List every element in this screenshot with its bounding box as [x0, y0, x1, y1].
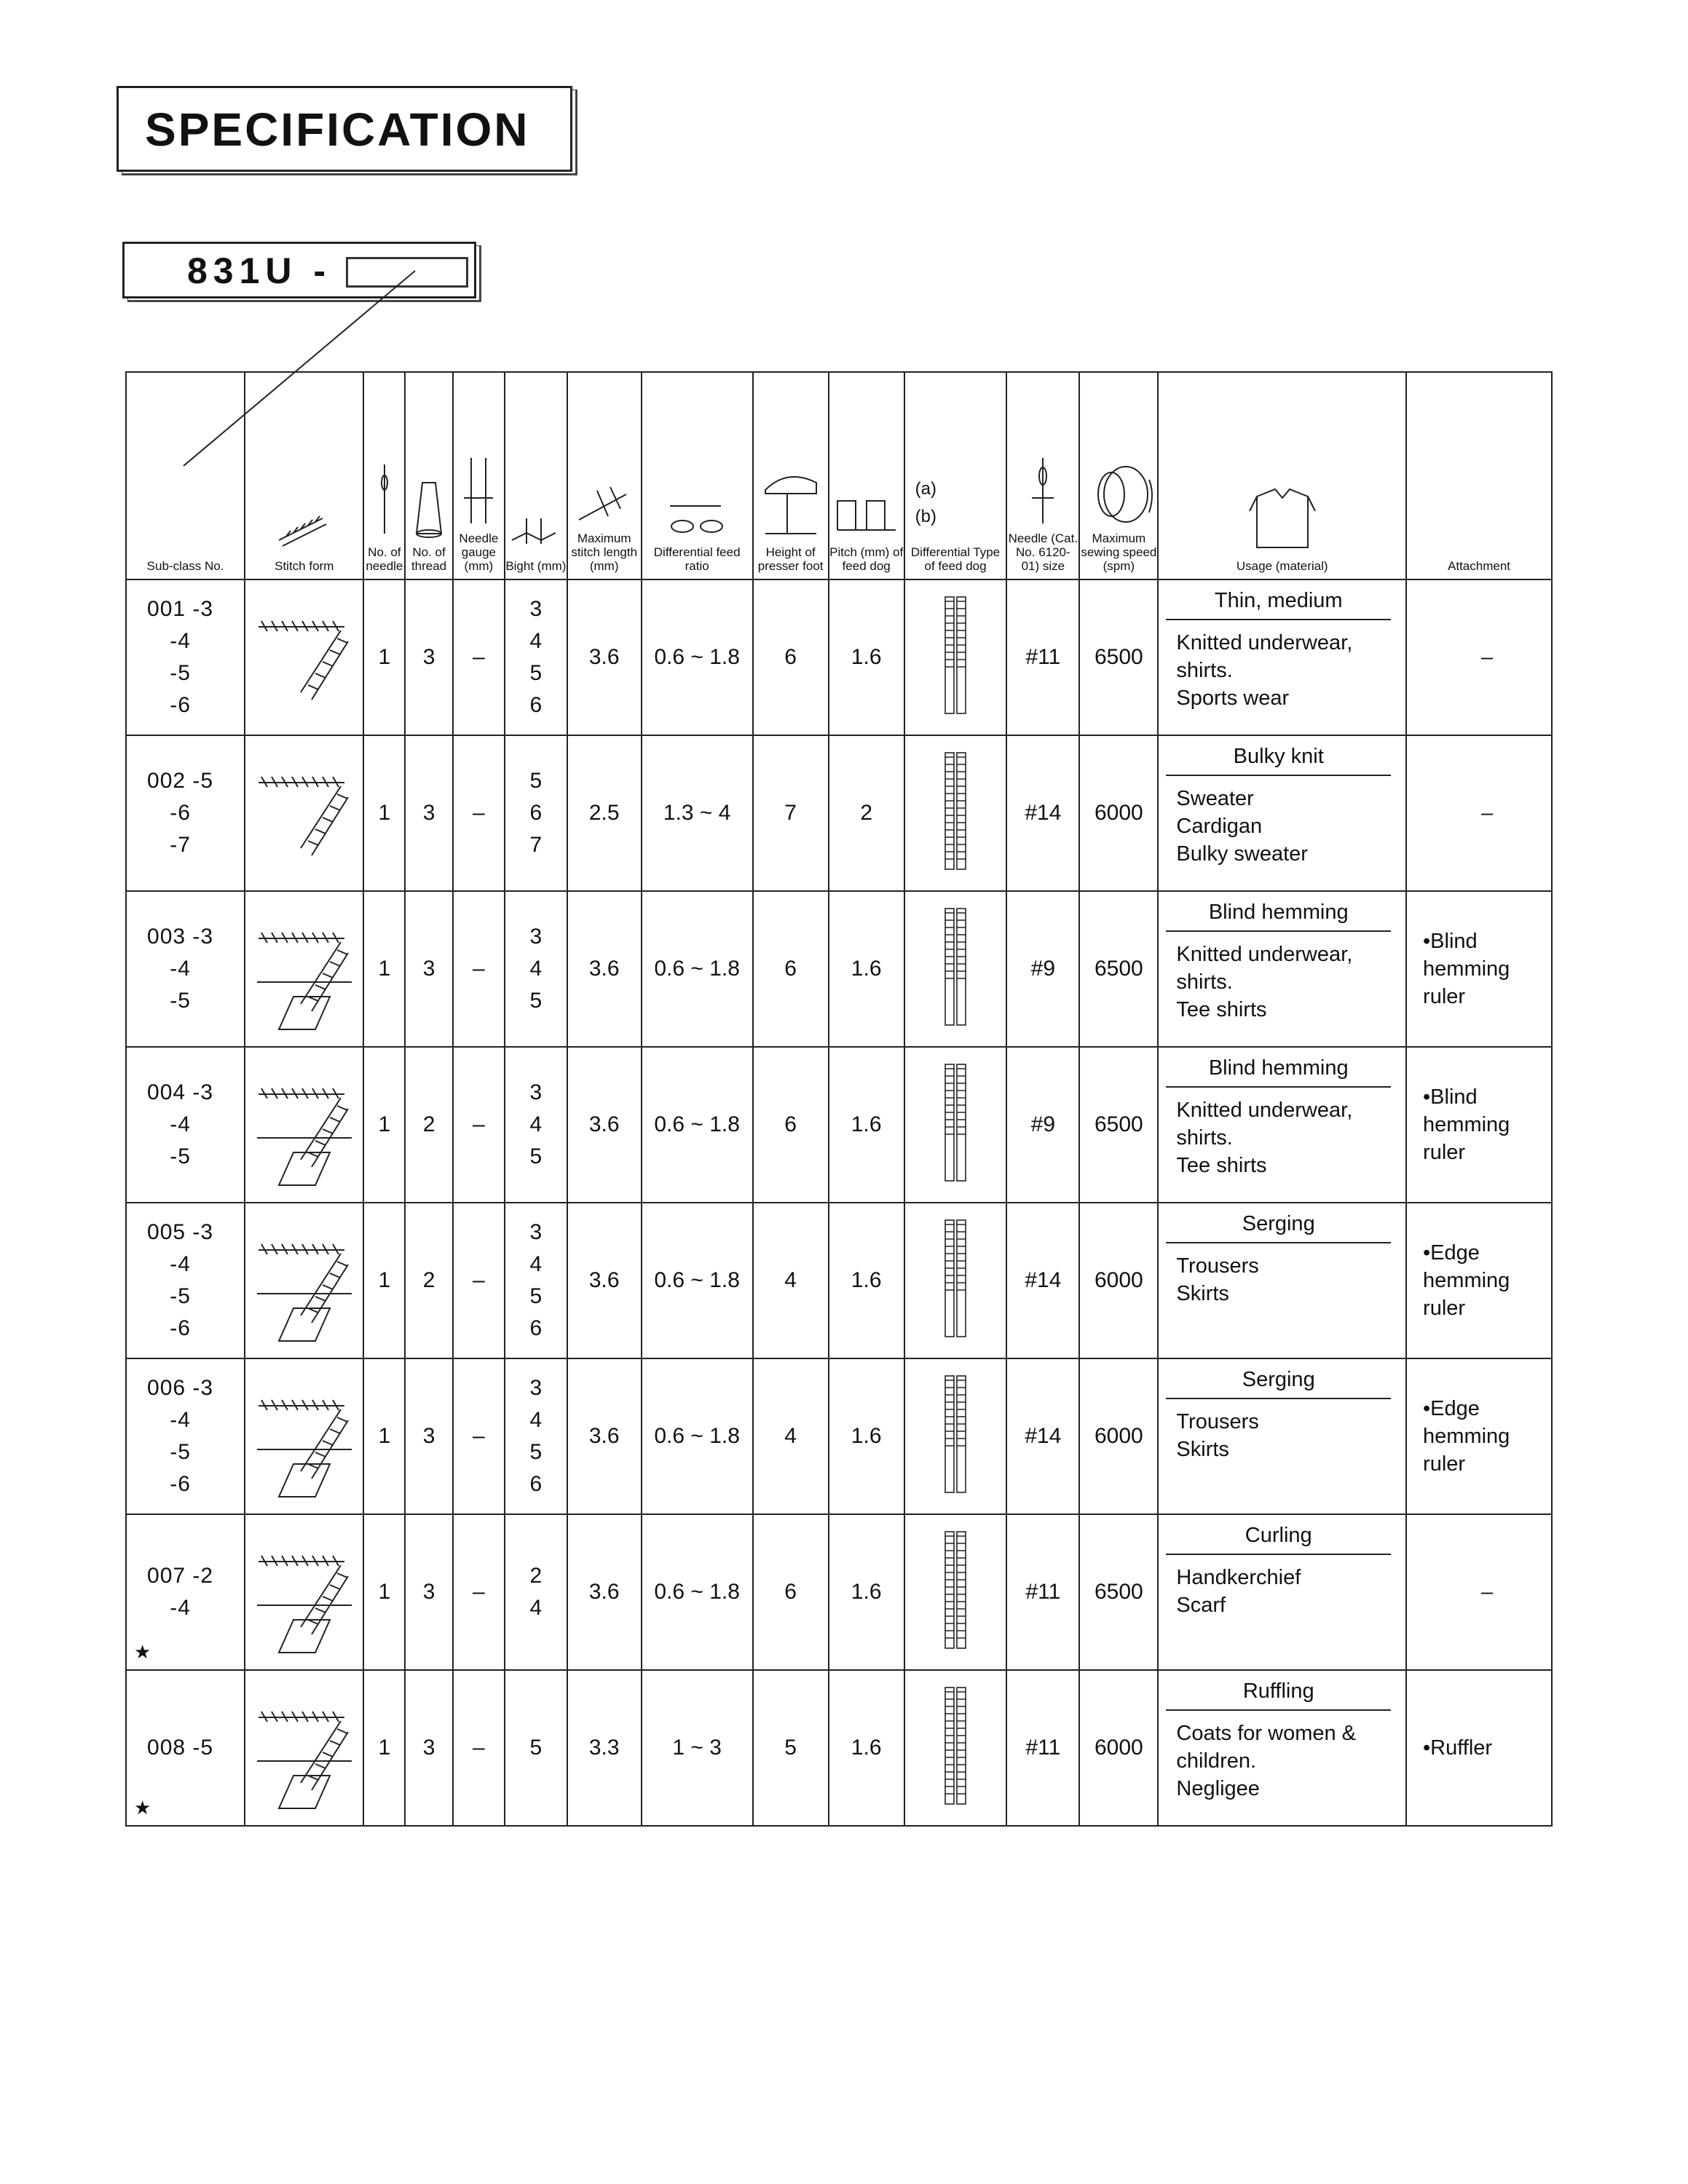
- table-row: [126, 1514, 1552, 1670]
- attachment-cell: [1406, 1358, 1552, 1514]
- bight-value: 4: [529, 957, 543, 981]
- bight-cell: [505, 1047, 567, 1203]
- needle-size-cell: #11: [1006, 579, 1079, 735]
- attachment-cell: [1406, 735, 1552, 891]
- thread-cone-icon: [412, 475, 446, 541]
- attachment-item: ruler: [1423, 985, 1466, 1008]
- attachment-cell: [1406, 1670, 1552, 1826]
- needle-size-cell: #14: [1006, 1203, 1079, 1358]
- feed-dog-diagram-icon: [934, 750, 977, 874]
- table-row: [126, 891, 1552, 1047]
- threads-cell: 3: [405, 1670, 452, 1826]
- feed-dog-diagram-icon: [934, 594, 977, 718]
- stitch-diagram-icon: [250, 1369, 359, 1500]
- subclass-number: -4: [170, 1252, 191, 1276]
- usage-materials: [1159, 620, 1405, 712]
- bight-value: 5: [529, 989, 543, 1013]
- subclass-number: -5: [170, 1144, 191, 1168]
- usage-materials: [1159, 932, 1405, 1024]
- pitch-cell: 1.6: [829, 1047, 904, 1203]
- subclass-number: -5: [170, 989, 191, 1013]
- subclass-number: 006 -3: [147, 1376, 214, 1400]
- usage-material: Skirts: [1176, 1282, 1229, 1305]
- feed-dog-cell: [904, 1203, 1007, 1358]
- col-bight: Bight (mm): [505, 372, 567, 579]
- stitch-diagram-icon: [250, 590, 359, 721]
- threads-cell: 3: [405, 1514, 452, 1670]
- subclass-cell: [126, 1047, 245, 1203]
- bight-cell: [505, 1358, 567, 1514]
- pitch-cell: 1.6: [829, 1203, 904, 1358]
- attachment-item: •Edge: [1423, 1241, 1480, 1265]
- table-row: [126, 1203, 1552, 1358]
- stitch-diagram-icon: [250, 1525, 359, 1656]
- feed-dog-diagram-icon: [934, 1061, 977, 1185]
- needles-cell: 1: [363, 579, 405, 735]
- max-stitch-cell: 3.6: [567, 579, 642, 735]
- bight-icon: [508, 504, 564, 555]
- page-title: SPECIFICATION: [145, 103, 530, 156]
- gauge-cell: –: [453, 891, 505, 1047]
- usage-material: Tee shirts: [1176, 998, 1267, 1021]
- threads-cell: 3: [405, 735, 452, 891]
- usage-material: Bulky sweater: [1176, 842, 1308, 866]
- usage-cell: [1158, 1670, 1406, 1826]
- gauge-cell: –: [453, 735, 505, 891]
- stitch-form-cell: [245, 1047, 363, 1203]
- presser-height-cell: 7: [753, 735, 829, 891]
- stitch-form-icon: [272, 504, 337, 555]
- col-needle-size: Needle (Cat. No. 6120-01) size: [1006, 372, 1079, 579]
- stitch-length-icon: [575, 483, 634, 527]
- presser-height-cell: 6: [753, 1047, 829, 1203]
- stitch-diagram-icon: [250, 1214, 359, 1345]
- max-speed-cell: 6000: [1079, 1670, 1158, 1826]
- feed-dog-diagram-icon: [934, 1529, 977, 1653]
- subclass-number: 001 -3: [147, 597, 214, 621]
- max-speed-cell: 6500: [1079, 1514, 1158, 1670]
- bight-value: 3: [529, 925, 543, 949]
- bight-value: 3: [529, 1376, 543, 1400]
- attachment-cell: [1406, 1047, 1552, 1203]
- attachment-cell: [1406, 579, 1552, 735]
- bight-cell: [505, 891, 567, 1047]
- attachment-item: ruler: [1423, 1452, 1466, 1476]
- usage-material: Negligee: [1176, 1777, 1260, 1800]
- max-stitch-cell: 3.6: [567, 1203, 642, 1358]
- feed-dog-diagram-icon: [934, 1373, 977, 1497]
- usage-material: Sweater: [1176, 787, 1254, 810]
- usage-cell: [1158, 1203, 1406, 1358]
- usage-materials: [1159, 1399, 1405, 1463]
- usage-category: Blind hemming: [1166, 892, 1391, 932]
- col-max-speed: Maximum sewing speed (spm): [1079, 372, 1158, 579]
- bight-value: 6: [529, 1316, 543, 1340]
- bight-value: 2: [529, 1564, 543, 1588]
- subclass-number: -6: [170, 801, 191, 825]
- threads-cell: 2: [405, 1047, 452, 1203]
- usage-category: Ruffling: [1166, 1671, 1391, 1711]
- stitch-form-cell: [245, 1203, 363, 1358]
- needle-gauge-icon: [457, 454, 500, 527]
- needle-size-cell: #14: [1006, 1358, 1079, 1514]
- usage-materials: [1159, 1243, 1405, 1307]
- handwheel-icon: [1082, 462, 1155, 527]
- shirt-icon: [1242, 482, 1322, 555]
- pitch-cell: 1.6: [829, 891, 904, 1047]
- star-marker: ★: [134, 1797, 151, 1819]
- usage-material: shirts.: [1176, 659, 1233, 682]
- subclass-cell: [126, 1358, 245, 1514]
- diff-feed-cell: 0.6 ~ 1.8: [642, 1514, 753, 1670]
- bight-value: 6: [529, 693, 543, 717]
- usage-material: Knitted underwear,: [1176, 943, 1353, 966]
- gauge-cell: –: [453, 1203, 505, 1358]
- subclass-number: 008 -5: [147, 1736, 214, 1760]
- bight-value: 5: [529, 1736, 543, 1760]
- attachment-item: hemming: [1423, 1269, 1510, 1292]
- presser-height-cell: 6: [753, 891, 829, 1047]
- presser-height-cell: 4: [753, 1358, 829, 1514]
- presser-height-cell: 5: [753, 1670, 829, 1826]
- usage-category: Serging: [1166, 1359, 1391, 1399]
- needles-cell: 1: [363, 1670, 405, 1826]
- subclass-number: -4: [170, 957, 191, 981]
- table-row: [126, 579, 1552, 735]
- usage-material: Skirts: [1176, 1438, 1229, 1461]
- feed-dog-cell: [904, 735, 1007, 891]
- pitch-cell: 1.6: [829, 1514, 904, 1670]
- col-subclass: Sub-class No.: [126, 372, 245, 579]
- max-stitch-cell: 3.6: [567, 891, 642, 1047]
- attachment-cell: [1406, 1514, 1552, 1670]
- bight-value: 4: [529, 1408, 543, 1432]
- diff-feed-cell: 0.6 ~ 1.8: [642, 579, 753, 735]
- usage-material: Handkerchief: [1176, 1566, 1301, 1589]
- needles-cell: 1: [363, 1047, 405, 1203]
- subclass-number: -4: [170, 1596, 191, 1620]
- subclass-number: -7: [170, 833, 191, 857]
- diff-feed-cell: 0.6 ~ 1.8: [642, 891, 753, 1047]
- col-pitch: Pitch (mm) of feed dog: [829, 372, 904, 579]
- bight-value: 5: [529, 1440, 543, 1464]
- stitch-diagram-icon: [250, 1681, 359, 1812]
- presser-height-cell: 6: [753, 579, 829, 735]
- needle-size-cell: #14: [1006, 735, 1079, 891]
- subclass-cell: [126, 891, 245, 1047]
- subclass-number: -4: [170, 1112, 191, 1136]
- bight-value: 5: [529, 769, 543, 793]
- stitch-form-cell: [245, 891, 363, 1047]
- subclass-number: -5: [170, 1284, 191, 1308]
- usage-material: Knitted underwear,: [1176, 1099, 1353, 1122]
- max-speed-cell: 6500: [1079, 891, 1158, 1047]
- stitch-form-cell: [245, 735, 363, 891]
- usage-material: shirts.: [1176, 1126, 1233, 1150]
- usage-cell: [1158, 1358, 1406, 1514]
- usage-cell: [1158, 735, 1406, 891]
- bight-value: 5: [529, 1144, 543, 1168]
- differential-feed-icon: [664, 497, 730, 541]
- threads-cell: 3: [405, 891, 452, 1047]
- usage-material: Knitted underwear,: [1176, 631, 1353, 654]
- bight-value: 4: [529, 1596, 543, 1620]
- feed-dog-a-label: (a): [915, 479, 937, 499]
- usage-materials: [1159, 776, 1405, 868]
- model-prefix: 831U -: [187, 250, 332, 291]
- subclass-cell: [126, 1203, 245, 1358]
- usage-cell: [1158, 1047, 1406, 1203]
- attachment-cell: [1406, 891, 1552, 1047]
- col-presser-height: Height of presser foot: [753, 372, 829, 579]
- subclass-number: -6: [170, 1472, 191, 1496]
- pitch-cell: 1.6: [829, 1358, 904, 1514]
- attachment-item: ruler: [1423, 1297, 1466, 1320]
- gauge-cell: –: [453, 1670, 505, 1826]
- bight-value: 7: [529, 833, 543, 857]
- attachment-item: ruler: [1423, 1141, 1466, 1164]
- attachment-item: –: [1480, 646, 1494, 669]
- usage-material: children.: [1176, 1749, 1257, 1773]
- bight-value: 6: [529, 1472, 543, 1496]
- table-row: [126, 1358, 1552, 1514]
- subclass-number: -6: [170, 693, 191, 717]
- feed-dog-pitch-icon: [834, 490, 899, 541]
- stitch-diagram-icon: [250, 746, 359, 877]
- subclass-number: -5: [170, 661, 191, 685]
- bight-cell: [505, 579, 567, 735]
- needles-cell: 1: [363, 1203, 405, 1358]
- pitch-cell: 1.6: [829, 1670, 904, 1826]
- subclass-cell: [126, 1670, 245, 1826]
- presser-foot-icon: [758, 461, 824, 541]
- attachment-item: •Blind: [1423, 930, 1478, 953]
- spec-table: [125, 371, 1553, 1827]
- attachment-item: hemming: [1423, 1425, 1510, 1448]
- subclass-number: 004 -3: [147, 1080, 214, 1104]
- diff-feed-cell: 0.6 ~ 1.8: [642, 1047, 753, 1203]
- feed-dog-cell: [904, 579, 1007, 735]
- stitch-form-cell: [245, 1670, 363, 1826]
- col-threads: No. of thread: [405, 372, 452, 579]
- gauge-cell: –: [453, 1358, 505, 1514]
- bight-value: 4: [529, 629, 543, 653]
- col-attachment: Attachment: [1406, 372, 1552, 579]
- needles-cell: 1: [363, 735, 405, 891]
- needle-size-cell: #9: [1006, 891, 1079, 1047]
- subclass-cell: [126, 579, 245, 735]
- gauge-cell: –: [453, 579, 505, 735]
- usage-material: Coats for women &: [1176, 1722, 1357, 1745]
- bight-cell: [505, 1514, 567, 1670]
- subclass-number: -6: [170, 1316, 191, 1340]
- usage-materials: [1159, 1555, 1405, 1619]
- threads-cell: 3: [405, 579, 452, 735]
- star-marker: ★: [134, 1641, 151, 1663]
- table-row: [126, 1670, 1552, 1826]
- bight-value: 3: [529, 1220, 543, 1244]
- subclass-cell: [126, 1514, 245, 1670]
- bight-cell: [505, 735, 567, 891]
- stitch-form-cell: [245, 1514, 363, 1670]
- gauge-cell: –: [453, 1514, 505, 1670]
- feed-dog-cell: [904, 1047, 1007, 1203]
- feed-dog-cell: [904, 1514, 1007, 1670]
- bight-cell: [505, 1670, 567, 1826]
- attachment-item: –: [1480, 802, 1494, 825]
- attachment-item: •Ruffler: [1423, 1736, 1493, 1760]
- usage-material: Trousers: [1176, 1410, 1259, 1433]
- bight-value: 5: [529, 661, 543, 685]
- diff-feed-cell: 0.6 ~ 1.8: [642, 1358, 753, 1514]
- feed-dog-b-label: (b): [915, 507, 937, 526]
- usage-material: shirts.: [1176, 970, 1233, 994]
- subclass-number: 005 -3: [147, 1220, 214, 1244]
- attachment-item: hemming: [1423, 1113, 1510, 1136]
- stitch-form-cell: [245, 579, 363, 735]
- max-stitch-cell: 3.6: [567, 1514, 642, 1670]
- subclass-number: 002 -5: [147, 769, 214, 793]
- attachment-cell: [1406, 1203, 1552, 1358]
- subclass-number: -5: [170, 1440, 191, 1464]
- usage-cell: [1158, 1514, 1406, 1670]
- bight-value: 6: [529, 801, 543, 825]
- needle-icon: [374, 461, 395, 541]
- bight-cell: [505, 1203, 567, 1358]
- max-stitch-cell: 3.6: [567, 1047, 642, 1203]
- bight-value: 3: [529, 597, 543, 621]
- bight-value: 3: [529, 1080, 543, 1104]
- usage-materials: [1159, 1711, 1405, 1803]
- col-max-stitch: Maximum stitch length (mm): [567, 372, 642, 579]
- usage-material: Cardigan: [1176, 815, 1263, 838]
- feed-dog-cell: [904, 1358, 1007, 1514]
- max-speed-cell: 6000: [1079, 735, 1158, 891]
- max-speed-cell: 6500: [1079, 579, 1158, 735]
- diff-feed-cell: 1.3 ~ 4: [642, 735, 753, 891]
- usage-category: Curling: [1166, 1515, 1391, 1555]
- attachment-item: hemming: [1423, 957, 1510, 981]
- feed-dog-diagram-icon: [934, 906, 977, 1029]
- table-row: [126, 735, 1552, 891]
- max-speed-cell: 6500: [1079, 1047, 1158, 1203]
- feed-dog-diagram-icon: [934, 1217, 977, 1341]
- bight-value: 4: [529, 1112, 543, 1136]
- subclass-cell: [126, 735, 245, 891]
- needles-cell: 1: [363, 891, 405, 1047]
- col-feed-dog-type: (a) (b) Differential Type of feed dog: [904, 372, 1007, 579]
- needle-size-cell: #11: [1006, 1670, 1079, 1826]
- max-stitch-cell: 3.6: [567, 1358, 642, 1514]
- subclass-number: -4: [170, 629, 191, 653]
- pitch-cell: 1.6: [829, 579, 904, 735]
- feed-dog-diagram-icon: [934, 1685, 977, 1808]
- max-stitch-cell: 2.5: [567, 735, 642, 891]
- subclass-number: 003 -3: [147, 925, 214, 949]
- usage-category: Serging: [1166, 1203, 1391, 1243]
- stitch-diagram-icon: [250, 1058, 359, 1189]
- needle-size-cell: #11: [1006, 1514, 1079, 1670]
- max-speed-cell: 6000: [1079, 1358, 1158, 1514]
- usage-material: Scarf: [1176, 1594, 1226, 1617]
- usage-cell: [1158, 579, 1406, 735]
- needles-cell: 1: [363, 1514, 405, 1670]
- col-diff-feed: Differential feed ratio: [642, 372, 753, 579]
- presser-height-cell: 4: [753, 1203, 829, 1358]
- col-stitch-form: Stitch form: [245, 372, 363, 579]
- max-stitch-cell: 3.3: [567, 1670, 642, 1826]
- usage-cell: [1158, 891, 1406, 1047]
- stitch-form-cell: [245, 1358, 363, 1514]
- attachment-item: •Edge: [1423, 1397, 1480, 1420]
- presser-height-cell: 6: [753, 1514, 829, 1670]
- usage-material: Trousers: [1176, 1254, 1259, 1278]
- needle-size-icon: [1028, 454, 1057, 527]
- usage-category: Blind hemming: [1166, 1048, 1391, 1088]
- diff-feed-cell: 1 ~ 3: [642, 1670, 753, 1826]
- usage-materials: [1159, 1088, 1405, 1179]
- needle-size-cell: #9: [1006, 1047, 1079, 1203]
- feed-dog-cell: [904, 891, 1007, 1047]
- bight-value: 4: [529, 1252, 543, 1276]
- usage-category: Thin, medium: [1166, 580, 1391, 620]
- feed-dog-cell: [904, 1670, 1007, 1826]
- usage-material: Sports wear: [1176, 687, 1290, 710]
- needles-cell: 1: [363, 1358, 405, 1514]
- attachment-item: •Blind: [1423, 1085, 1478, 1109]
- col-needles: No. of needle: [363, 372, 405, 579]
- diff-feed-cell: 0.6 ~ 1.8: [642, 1203, 753, 1358]
- pitch-cell: 2: [829, 735, 904, 891]
- max-speed-cell: 6000: [1079, 1203, 1158, 1358]
- gauge-cell: –: [453, 1047, 505, 1203]
- attachment-item: –: [1480, 1580, 1494, 1604]
- subclass-number: -4: [170, 1408, 191, 1432]
- stitch-diagram-icon: [250, 902, 359, 1033]
- subclass-number: 007 -2: [147, 1564, 214, 1588]
- usage-material: Tee shirts: [1176, 1154, 1267, 1177]
- bight-value: 5: [529, 1284, 543, 1308]
- threads-cell: 3: [405, 1358, 452, 1514]
- threads-cell: 2: [405, 1203, 452, 1358]
- col-usage: Usage (material): [1158, 372, 1406, 579]
- table-row: [126, 1047, 1552, 1203]
- col-gauge: Needle gauge (mm): [453, 372, 505, 579]
- usage-category: Bulky knit: [1166, 736, 1391, 776]
